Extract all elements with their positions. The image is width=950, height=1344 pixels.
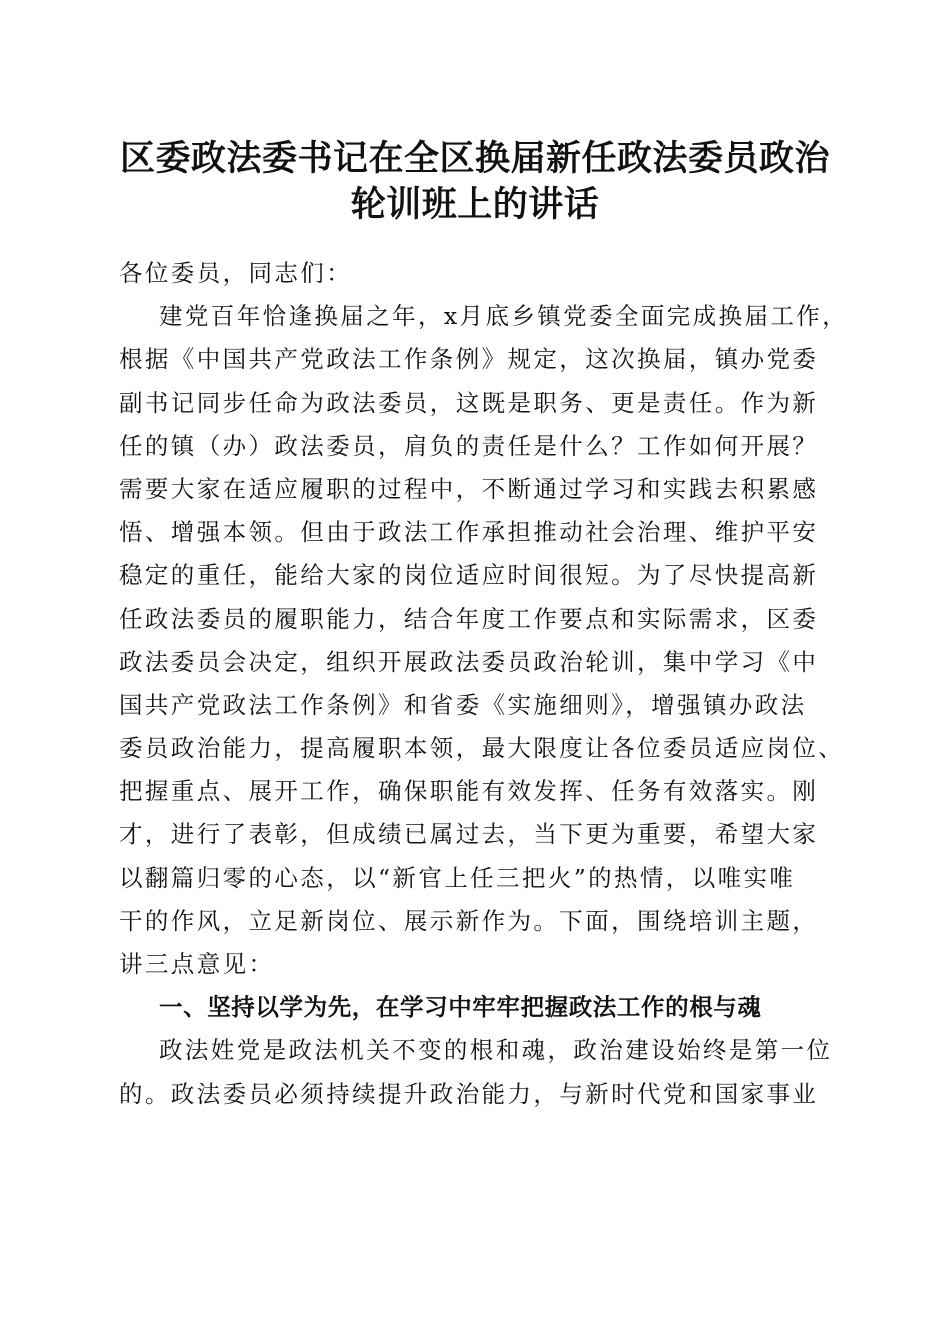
paragraph-line: 把握重点、展开工作，确保职能有效发挥、任务有效落实。刚 <box>119 777 819 806</box>
paragraph-line: 才，进行了表彰，但成绩已属过去，当下更为重要，希望大家 <box>119 820 819 849</box>
document-title <box>80 136 870 228</box>
salutation: 各位委员，同志们： <box>119 259 353 287</box>
paragraph-line: 政法委员会决定，组织开展政法委员政治轮训，集中学习《中 <box>119 647 819 676</box>
paragraph-line: 悟、增强本领。但由于政法工作承担推动社会治理、维护平安 <box>119 518 819 547</box>
title-line-1: 区委政法委书记在全区换届新任政法委员政治 <box>119 138 830 179</box>
paragraph-line: 的。政法委员必须持续提升政治能力，与新时代党和国家事业 <box>119 1079 819 1108</box>
paragraph-line: 建党百年恰逢换届之年，x月底乡镇党委全面完成换届工作， <box>159 302 849 331</box>
paragraph-line: 国共产党政法工作条例》和省委《实施细则》，增强镇办政法 <box>119 690 807 719</box>
document-body <box>119 252 849 1116</box>
paragraph-line: 任政法委员的履职能力，结合年度工作要点和实际需求，区委 <box>119 604 819 633</box>
paragraph-line: 根据《中国共产党政法工作条例》规定，这次换届，镇办党委 <box>119 345 819 374</box>
paragraph-line: 副书记同步任命为政法委员，这既是职务、更是责任。作为新 <box>119 388 819 417</box>
title-line-2: 轮训班上的讲话 <box>350 184 600 225</box>
paragraph-line: 需要大家在适应履职的过程中，不断通过学习和实践去积累感 <box>119 474 819 503</box>
paragraph-line: 政法姓党是政法机关不变的根和魂，政治建设始终是第一位 <box>159 1036 833 1065</box>
section-heading-1: 一、坚持以学为先，在学习中牢牢把握政法工作的根与魂 <box>159 993 762 1022</box>
paragraph-line: 委员政治能力，提高履职本领，最大限度让各位委员适应岗位、 <box>119 734 845 763</box>
paragraph-2 <box>119 1029 839 1115</box>
paragraph-line: 讲三点意见： <box>119 950 275 978</box>
paragraph-line: 以翻篇归零的心态，以“新官上任三把火”的热情，以唯实唯 <box>119 863 796 892</box>
paragraph-line: 稳定的重任，能给大家的岗位适应时间很短。为了尽快提高新 <box>119 561 819 590</box>
paragraph-1 <box>119 295 849 986</box>
paragraph-line: 任的镇（办）政法委员，肩负的责任是什么？工作如何开展？ <box>119 431 819 460</box>
paragraph-line: 干的作风，立足新岗位、展示新作为。下面，围绕培训主题， <box>119 906 819 935</box>
